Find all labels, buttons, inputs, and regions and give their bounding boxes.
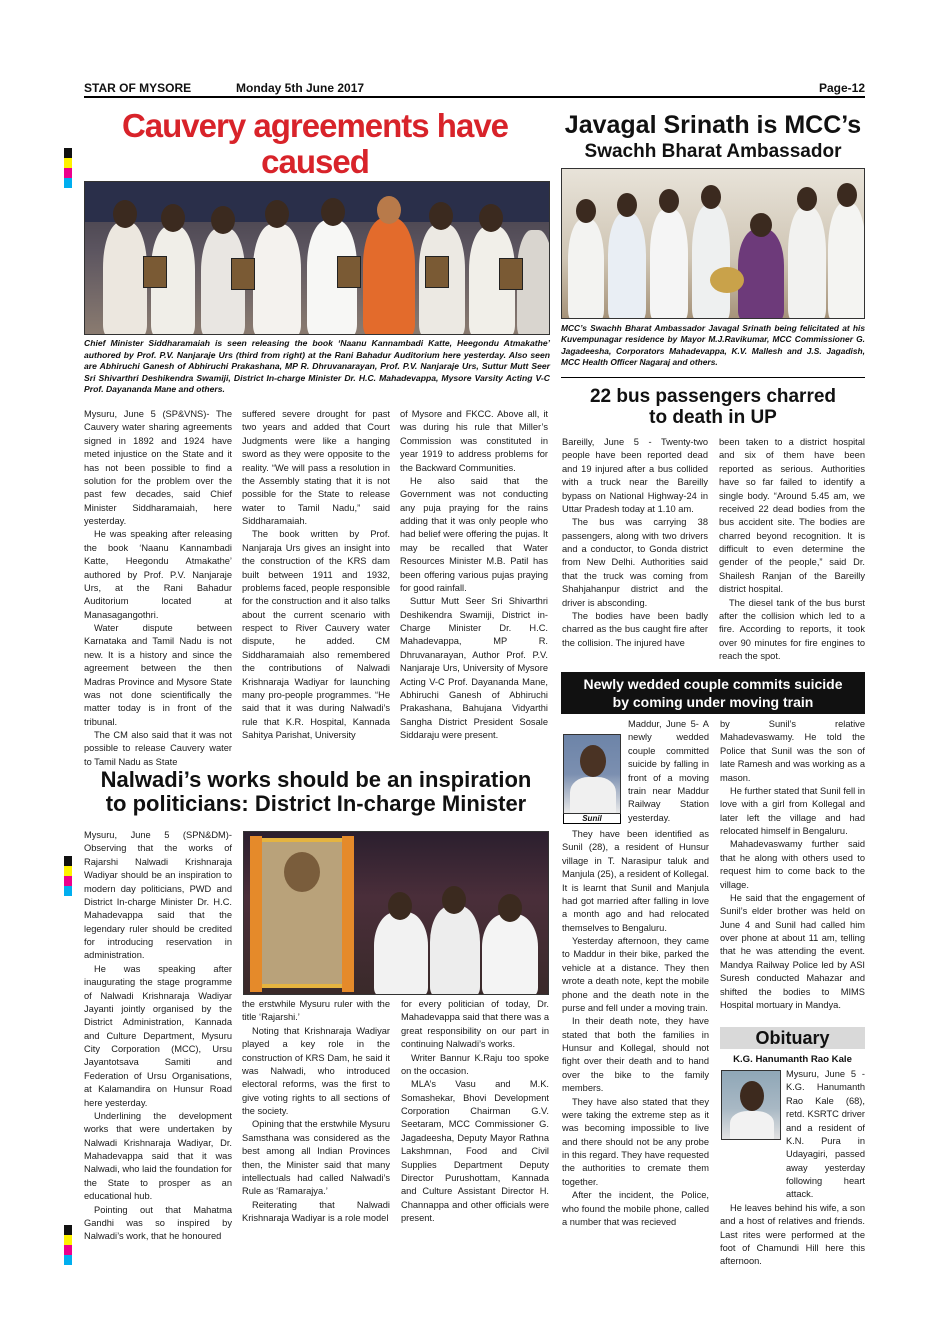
seer-silhouette [363, 218, 415, 335]
paragraph: Water dispute between Karnataka and Tamil Nadu is not new. It is a history and since the agreement between the then Madras Province and Mysore State was not done scientifically the matter today is in front of the tribunal. [84, 623, 232, 727]
couple-column-2 [720, 718, 865, 1012]
book-cover [337, 256, 361, 288]
person-silhouette [103, 222, 147, 335]
person-silhouette [568, 219, 604, 319]
person-silhouette [650, 209, 688, 319]
couple-column-1 [562, 718, 709, 1229]
paragraph: The book written by Prof. Nanjaraja Urs gives an insight into the construction of the KRS dam built between 1911 and 1932, problems faced, people responsible for the construction and it also talks about the current scenario with respect to River Cauvery water dispute, he added. CM Siddharamaiah also remembered the contributions of Nalwadi Krishnaraja Wadiyar for launching many pro-people programmes. “He said that it was during Nalwadi’s rule that K.R. Hospital, Kannada Sahitya Parishat, University [242, 529, 390, 740]
felicitation-caption: MCC’s Swachh Bharat Ambassador Javagal Srinath being felicitated at his Kuvempunagar residence by Mayor M.J.Ravikumar, MCC Commissioner G. Jagadeesha, Corporators Mahadevappa, K.V. Mallesh and J.S. Jagadish, MCC Health Officer Nagaraj and others. [561, 323, 865, 368]
person-head [659, 189, 679, 213]
srinath-headline-line-1: Javagal Srinath is MCC’s [564, 111, 862, 139]
seated-person-silhouette [738, 229, 784, 319]
person-head [617, 193, 637, 217]
obituary-text [720, 1068, 865, 1269]
paragraph: He leaves behind his wife, a son and a host of relatives and friends. Last rites were performed at the foot of Chamundi Hill here this afternoon. [720, 1202, 865, 1267]
paragraph: Underlining the development works that were undertaken by Nalwadi Krishnaraja Wadiyar, Dr. Mahadevappa said that it was Nalwadi, who laid the foundation for the State to prosper as an educational hub. [84, 1110, 232, 1202]
paragraph: They have been identified as Sunil (28), a resident of Hunsur village in T. Narasipur taluk and Manjula (25), a resident of Kollegal. It is learnt that Sunil and Manjula had got married after falling in love a month ago and had relocated themselves to Bengaluru. [562, 829, 709, 933]
paragraph: Maddur, June 5- A newly wedded couple committed suicide by falling in front of a moving train near Maddur Railway Station yesterday. [628, 719, 709, 823]
obituary-name: K.G. Hanumanth Rao Kale [733, 1054, 852, 1065]
obituary-title: Obituary [720, 1027, 865, 1049]
person-silhouette [374, 912, 428, 995]
person-silhouette [608, 213, 646, 319]
paragraph: He also said that the Government was not conducting any puja praying for the rains adding that it was only people who had belief were offering the pujas. It may be recalled that Water Resources Minister M.B. Patil has been offering various pujas praying for good rainfall. [400, 475, 548, 593]
color-registration-mark-bottom [64, 1225, 72, 1265]
book-cover [425, 256, 449, 288]
garland [710, 267, 744, 293]
portrait-tribute-photo [243, 831, 549, 995]
issue-date: Monday 5th June 2017 [236, 81, 365, 95]
newspaper-name: STAR OF MYSORE [84, 81, 192, 95]
paragraph: Mysuru, June 5 (SP&VNS)- The Cauvery water sharing agreements signed in 1892 and 1924 have meted injustice on the State and it has not been possible to find a solution for the problem over the past few decades, said Chief Minister Siddharamaiah, here yesterday. [84, 409, 232, 526]
person-head [479, 204, 503, 232]
color-registration-mark-top [64, 148, 72, 188]
paragraph: the erstwhile Mysuru ruler with the title ‘Rajarshi.’ [242, 999, 390, 1023]
paragraph: The diesel tank of the bus burst after the collision which led to a fire. According to reports, it took over 90 minutes for fire engines to reach the spot. [719, 597, 865, 661]
paragraph: Writer Bannur K.Raju too spoke on the occasion. [401, 1052, 549, 1076]
cauvery-headline-line-1: Cauvery agreements have caused [121, 107, 509, 181]
person-silhouette [828, 203, 865, 319]
couple-headline [561, 672, 865, 714]
bus-column-2 [719, 436, 865, 663]
person-silhouette [692, 205, 730, 319]
sunil-photo-label: Sunil [563, 814, 621, 824]
paragraph: Pointing out that Mahatma Gandhi was so inspired by Nalwadi’s work, that he honoured [84, 1204, 232, 1242]
person-head [388, 892, 412, 920]
person-head [321, 198, 345, 226]
paragraph: He was speaking after releasing the book ‘Naanu Kannambadi Katte, Heegondu Atmakathe’ authored by Prof. P.V. Nanjaraje Urs, at the Rani Bahadur Auditorium located at Manasagangothri. [84, 529, 232, 620]
paragraph: MLA’s Vasu and M.K. Somashekar, Bhovi Development Corporation Chairman G.V. Seetaram, MCC Commissioner G. Jagadeesha, Deputy Mayor Rathna Lakshmnan, Food and Civil Supplies Department Deputy Director Purushottam, Kannada and Culture Assistant Director H. Channappa and other officials were present. [401, 1079, 549, 1223]
portrait-face [284, 852, 320, 892]
paragraph: The bodies have been badly charred as the bus caught fire after the collision. The injured have [562, 610, 708, 648]
srinath-headline-line-2: Swachh Bharat Ambassador [584, 140, 842, 162]
paragraph: Yesterday afternoon, they came to Maddur in their bike, parked the vehicle at a distance. They then wrote a death note, kept the mobile phone and the death note in the purse and fell under a moving train. [562, 936, 709, 1013]
book-cover [499, 258, 523, 290]
paragraph: The bus was carrying 38 passengers, along with two drivers and a conductor, to Gonda district from New Delhi. Authorities said that the truck was coming from Shahjahanpur district and the driver is absconding. [562, 517, 708, 608]
felicitation-photo [561, 168, 865, 319]
page-number: Page-12 [818, 81, 865, 95]
person-head [161, 204, 185, 232]
book-release-photo [84, 181, 550, 335]
paragraph: They have also stated that they were taking the extreme step as it was becoming impossible to live and there should not be any probe in this regard. They have requested the authorities to cremate them together. [562, 1096, 709, 1187]
person-head [211, 206, 235, 234]
cauvery-column-2 [242, 408, 390, 742]
person-head [265, 200, 289, 228]
bus-headline [560, 387, 866, 429]
person-silhouette [482, 914, 538, 995]
bus-headline-line-2: to death in UP [649, 406, 777, 428]
paragraph: by Sunil’s relative Mahadevaswamy. He told the Police that Sunil was the son of late Ramesh and was working as a mason. [720, 719, 865, 783]
nalwadi-headline-line-1: Nalwadi’s works should be an inspiration [100, 767, 532, 792]
person-head [442, 886, 466, 914]
book-cover [231, 258, 255, 290]
paragraph: The CM also said that it was not possible to release Cauvery water to Tamil Nadu as State [84, 730, 232, 767]
paragraph: Mysuru, June 5 (SPN&DM)- Observing that the works of Rajarshi Nalwadi Krishnaraja Wadiyar should be an inspiration to modern day politicians, PWD and District In-charge Minister Dr. H.C. Mahadevappa said that the legendary ruler should be credited for introducing reservation in administration. [84, 830, 232, 961]
paragraph: He further stated that Sunil fell in love with a girl from Kollegal and later left the village and had relocated himself in Bengaluru. [720, 785, 865, 836]
paragraph: He said that the engagement of Sunil’s elder brother was held on June 4 and Sunil had called him over phone at about 11 am, telling that he was attending the event. Mandya Railway Police led by ASI Suresh conducted Mahazar and shifted the bodies to MIMS Hospital mortuary in Mandya. [720, 892, 865, 1010]
bus-headline-line-1: 22 bus passengers charred [589, 386, 837, 407]
nalwadi-column-3 [401, 998, 549, 1225]
paragraph: of Mysore and FKCC. Above all, it was during his rule that Miller’s Commission was constituted in year 1919 to address problems for the Backward Communities. [400, 409, 548, 473]
paragraph: suffered severe drought for past two years and added that Court Judgments were like a hanging sword as they were opposite to the reality. “We will pass a resolution in the Assembly stating that it is not possible for the State to release water to Tamil Nadu,” said Siddharamaiah. [242, 409, 390, 526]
couple-headline-line-2: by coming under moving train [612, 694, 814, 711]
paragraph: been taken to a district hospital and six of them have been reported as serious. Authorities have so far failed to identify a single body. “Around 5.45 am, we received 22 dead bodies from the bus accident site. The bodies are charred beyond recognition. It is difficult to even determine the gender of the people,” said Dr. Shailesh Ranjan of the Bareilly district hospital. [719, 437, 865, 595]
book-cover [143, 256, 167, 288]
person-head [797, 187, 817, 211]
person-head [837, 183, 857, 207]
paragraph: Mysuru, June 5 - K.G. Hanumanth Rao Kale (68), retd. KSRTC driver and a resident of K.N. Pura in Udayagiri, passed away yesterday following heart attack. [786, 1069, 865, 1200]
person-silhouette [788, 207, 826, 319]
person-silhouette [430, 906, 480, 995]
person-head [701, 185, 721, 209]
paragraph: In their death note, they have stated that both the families in Hunsur and Kollegal, should not fight over their death and to hand over the bike to the family members. [562, 1016, 709, 1094]
couple-headline-line-1: Newly wedded couple commits suicide [583, 676, 843, 692]
flower-garland [250, 836, 262, 992]
paragraph: After the incident, the Police, who found the mobile phone, called a number that was recieved [562, 1190, 709, 1227]
flower-garland [342, 836, 354, 992]
nalwadi-headline [82, 768, 550, 816]
paragraph: Mahadevaswamy further said that he along with others used to request him to come back to the village. [720, 839, 865, 890]
color-registration-mark-middle [64, 856, 72, 896]
nalwadi-column-2 [242, 998, 390, 1225]
person-head [750, 213, 772, 237]
nalwadi-column-1 [84, 829, 232, 1244]
srinath-headline [560, 112, 866, 162]
paragraph: Noting that Krishnaraja Wadiyar played a key role in the construction of KRS Dam, he said it was Nalwadi, who introduced electoral reforms, was the first to give voting rights to all sections of the society. [242, 1025, 390, 1116]
divider [561, 377, 865, 378]
person-head [377, 196, 401, 224]
paragraph: Reiterating that Nalwadi Krishnaraja Wadiyar is a role model [242, 1199, 390, 1223]
nalwadi-headline-line-2: to politicians: District In-charge Minister [105, 791, 527, 817]
person-head [576, 199, 596, 223]
person-head [429, 202, 453, 230]
cauvery-column-1 [84, 408, 232, 769]
person-head [113, 200, 137, 228]
paragraph: He was speaking after inaugurating the stage programme of Nalwadi Krishnaraja Wadiyar Jayanti jointly organised by the District Administration, Kannada and Culture Department, Mysuru City Corporation (MCC), Ursu Jayantotsava Samiti and Federation of Ursu Organisations, at Kalamandira on Hunsur Road here yesterday. [84, 963, 232, 1108]
book-release-caption: Chief Minister Siddharamaiah is seen releasing the book ‘Naanu Kannambadi Katte, Heegondu Atmakathe’ authored by Prof. P.V. Nanjaraje Urs (third from right) at the Rani Bahadur Auditorium here yesterday. Also seen are Abhiruchi Ganesh of Abhiruchi Prakashana, MP R. Dhruvanarayan, Prof. P.V. Nanjaraje Urs, Suttur Mutt Seer Sri Shivarthri Deshikendra Swamiji, District In-charge Minister Dr. H.C. Mahadevappa, Mysore Varsity Acting V-C Prof. Dayananda Mane and others. [84, 338, 550, 395]
paragraph: Bareilly, June 5 - Twenty-two people have been reported dead and 19 injured after a bus collided with a truck near the Bareilly bypass on National Highway-24 in Uttar Pradesh today at 1.10 am. [562, 437, 708, 514]
masthead [84, 80, 865, 98]
paragraph: Suttur Mutt Seer Sri Shivarthri Deshikendra Swamiji, District in-Charge Minister Dr. H.C. Mahadevappa, MP R. Dhruvanarayan, Author Prof. P.V. Nanjaraje Urs, University of Mysore Acting V-C Prof. Dayananda Mane, Abhiruchi Ganesh of Abhiruchi Prakashana, Bahujana Vidyarthi Sangha District President Sosale Siddaraju were present. [400, 596, 548, 740]
paragraph: for every politician of today, Dr. Mahadevappa said that there was a great responsibility on our part in continuing Nalwadi’s works. [401, 999, 549, 1050]
person-silhouette [253, 224, 301, 335]
cauvery-column-3 [400, 408, 548, 742]
person-head [498, 894, 522, 922]
paragraph: Opining that the erstwhile Mysuru Samsthana was considered as the best among all Indian Provinces then, the Minister said that many intellectuals had called Nalwadi’s Rule as ‘Ramarajya.’ [242, 1119, 390, 1197]
bus-column-1 [562, 436, 708, 650]
